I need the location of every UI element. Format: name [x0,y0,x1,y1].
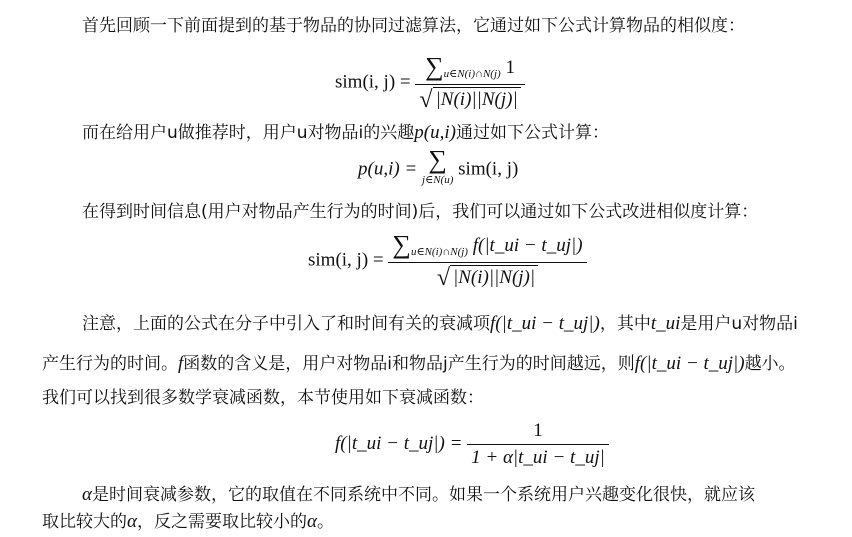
equation-sim [335,52,525,114]
equation-lhs: sim(i, j) = [335,71,411,93]
equation-decay: f(|t_ui − t_uj|) = $\frac{1}{1 + \alpha|t\_ui - t\_uj|}$ [335,420,609,469]
paragraph-decay-intro: 我们可以找到很多数学衰减函数，本节使用如下衰减函数： [42,388,484,408]
paragraph-intro: 首先回顾一下前面提到的基于物品的协同过滤算法，它通过如下公式计算物品的相似度： [82,16,745,36]
sum-sign: ∑ [425,52,444,81]
equation-interest: p(u,i) = ∑ j∈N(u) sim(i, j) [358,145,519,186]
paragraph-interest: 而在给用户u做推荐时，用户u对物品i的兴趣p(u,i)通过如下公式计算： [82,122,609,143]
sqrt-sign: √ [419,87,433,113]
paragraph-alpha-1: α是时间衰减参数，它的取值在不同系统中不同。如果一个系统用户兴趣变化很快，就应该 [82,484,755,505]
paragraph-note-1: 注意，上面的公式在分子中引入了和时间有关的衰减项f(|t_ui − t_uj|)，其中t_ui是用户u对物品i [82,313,798,334]
paragraph-time: 在得到时间信息(用户对物品产生行为的时间)后，我们可以通过如下公式改进相似度计算： [82,202,759,222]
equation-sim-time: sim(i, j) = $\frac{\sum_{u\in N(i)\cap N(j)} f(|t\_ui - t\_uj|)}{√ |N(i)||N(j)|}$ [308,230,587,292]
fraction: $\frac{\sum_{u\in N(i)\cap N(j)} 1}{√ |N(i)||N(j)|}$ [415,52,524,114]
paragraph-note-2: 产生行为的时间。f函数的含义是，用户对物品i和物品j产生行为的时间越远，则f(|t_ui − t_uj|)越小。 [42,353,796,374]
paragraph-alpha-2: 取比较大的α，反之需要取比较小的α。 [42,511,334,532]
